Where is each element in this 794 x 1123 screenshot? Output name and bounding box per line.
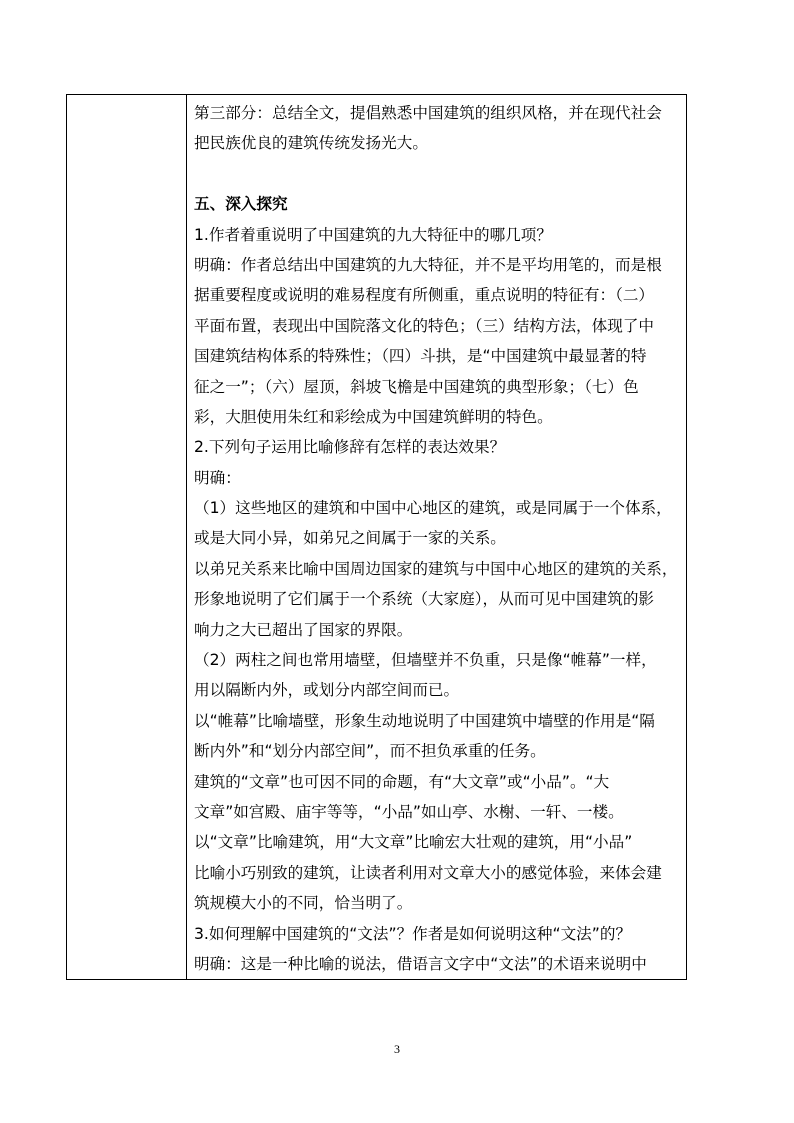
text-line: 以弟兄关系来比喻中国周边国家的建筑与中国中心地区的建筑的关系，	[194, 559, 678, 578]
text-line: 建筑的“文章”也可因不同的命题，有“大文章”或“小品”。“大	[194, 772, 610, 791]
table-left-cell	[67, 95, 187, 979]
text-line: （2）两柱之间也常用墙壁，但墙壁并不负重，只是像“帷幕”一样，	[194, 651, 657, 670]
blank-line	[194, 159, 686, 189]
text-line: 把民族优良的建筑传统发扬光大。	[194, 134, 428, 153]
text-line: 彩，大胆使用朱红和彩绘成为中国建筑鲜明的特色。	[194, 407, 553, 426]
page-number: 3	[394, 1042, 400, 1056]
text-line: 比喻小巧别致的建筑，让读者利用对文章大小的感觉体验，来体会建	[194, 863, 662, 882]
text-line: 明确：这是一种比喻的说法，借语言文字中“文法”的术语来说明中	[194, 954, 647, 973]
text-line: 国建筑结构体系的特殊性；（四）斗拱，是“中国建筑中最显著的特	[194, 347, 647, 366]
text-line: 或是大同小异，如弟兄之间属于一家的关系。	[194, 529, 506, 548]
text-line: 以“帷幕”比喻墙壁，形象生动地说明了中国建筑中墙壁的作用是“隔	[194, 711, 655, 730]
text-line: 筑规模大小的不同，恰当明了。	[194, 894, 413, 913]
text-line: 平面布置，表现出中国院落文化的特色；（三）结构方法，体现了中	[194, 316, 655, 335]
question-line: 2.下列句子运用比喻修辞有怎样的表达效果？	[194, 438, 506, 457]
question-line: 1.作者着重说明了中国建筑的九大特征中的哪几项？	[194, 225, 552, 244]
text-line: 用以隔断内外，或划分内部空间而已。	[194, 681, 460, 700]
text-line: 形象地说明了它们属于一个系统（大家庭），从而可见中国建筑的影	[194, 590, 655, 609]
text-line: 以“文章”比喻建筑，用“大文章”比喻宏大壮观的建筑，用“小品”	[194, 833, 633, 852]
text-line: 断内外”和“划分内部空间”，而不担负承重的任务。	[194, 742, 546, 761]
section-heading: 五、深入探究	[194, 195, 288, 214]
text-line: 文章”如宫殿、庙宇等等，“小品”如山亭、水榭、一轩、一楼。	[194, 802, 624, 821]
text-line: 征之一”；（六）屋顶，斜坡飞檐是中国建筑的典型形象；（七）色	[194, 377, 639, 396]
text-line: 明确：作者总结出中国建筑的九大特征，并不是平均用笔的，而是根	[194, 255, 662, 274]
question-line: 3.如何理解中国建筑的“文法”？作者是如何说明这种“文法”的？	[194, 924, 632, 943]
text-line: （1）这些地区的建筑和中国中心地区的建筑，或是同属于一个体系，	[194, 499, 672, 518]
text-line: 响力之大已超出了国家的界限。	[194, 620, 413, 639]
text-line: 明确：	[194, 468, 241, 487]
text-line: 第三部分：总结全文，提倡熟悉中国建筑的组织风格，并在现代社会	[194, 104, 662, 122]
content-table	[66, 94, 687, 980]
table-right-cell	[187, 95, 686, 979]
text-line: 据重要程度或说明的难易程度有所侧重，重点说明的特征有：（二）	[194, 286, 655, 305]
